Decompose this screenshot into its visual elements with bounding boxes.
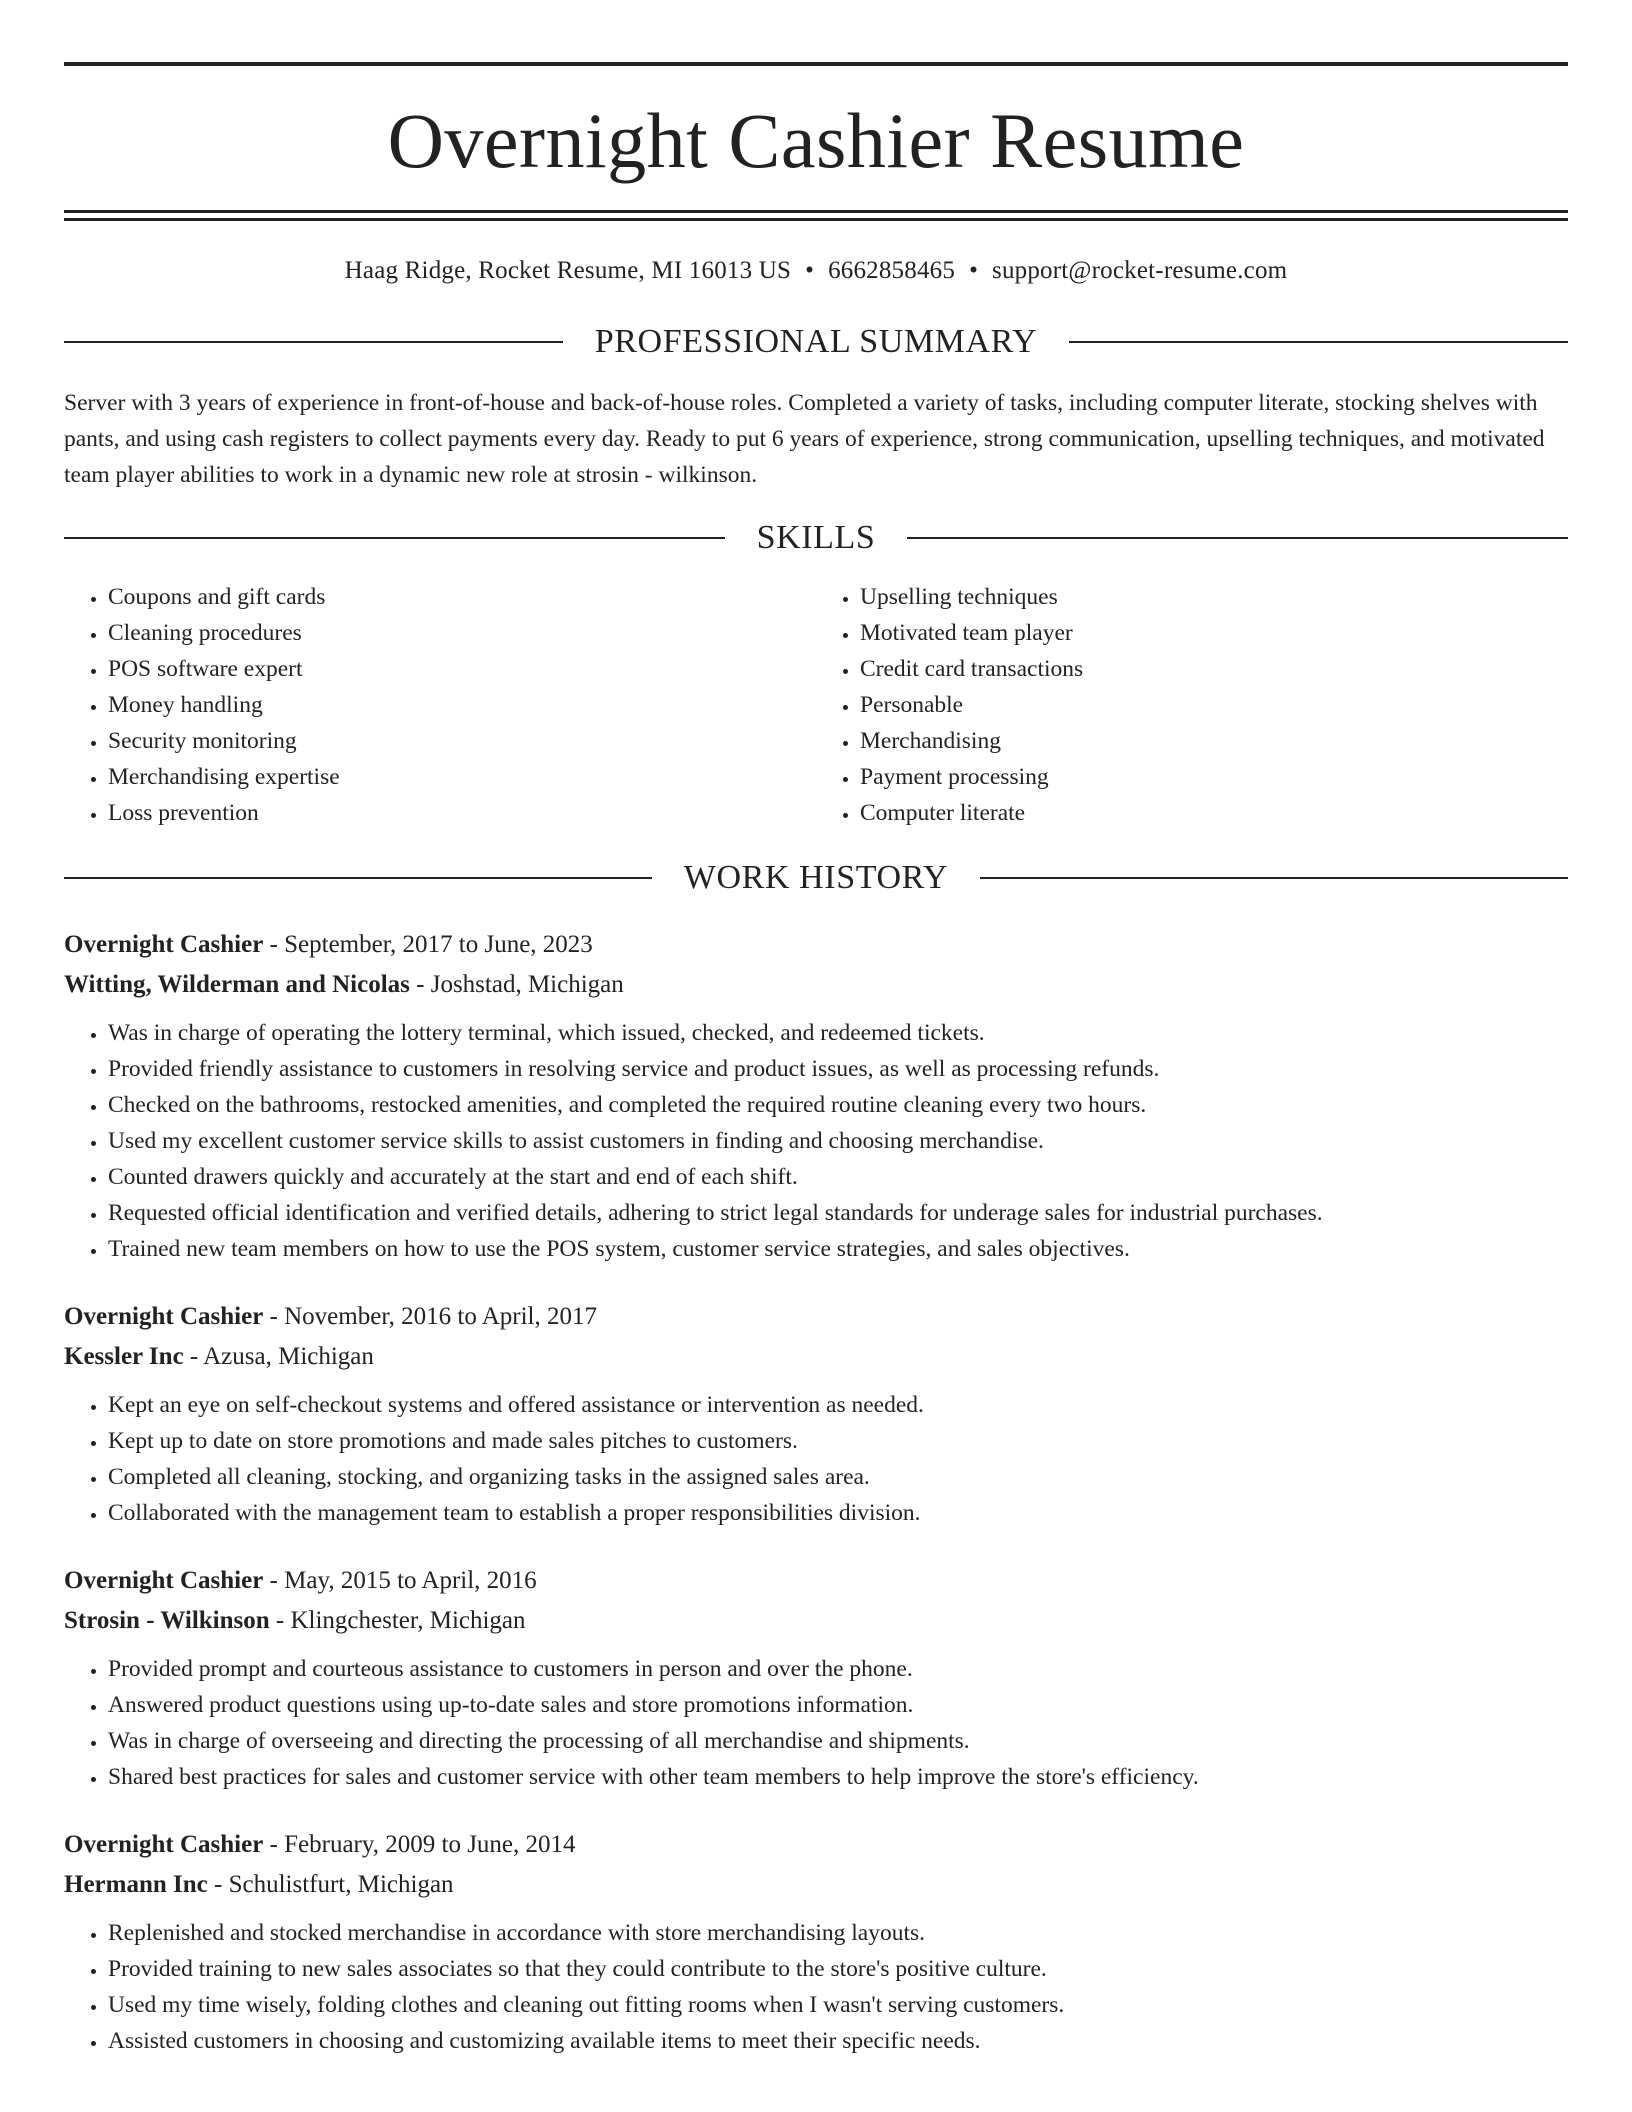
skill-item: • Credit card transactions [860,651,1568,687]
job-bullets [64,1015,1568,1267]
job-bullets [64,1915,1568,2059]
skill-item: • Personable [860,687,1568,723]
skill-item: • Security monitoring [108,723,816,759]
job-bullet: • Provided training to new sales associates so that they could contribute to the store's positive culture. [108,1951,1568,1987]
separator: • [969,257,979,284]
work-heading [64,861,1568,895]
job-bullet: • Shared best practices for sales and customer service with other team members to help improve the store's efficiency. [108,1759,1568,1795]
job-location: - Joshstad, Michigan [409,971,624,998]
job-bullet: • Answered product questions using up-to-date sales and store promotions information. [108,1687,1568,1723]
skill-item: • Upselling techniques [860,579,1568,615]
address: Haag Ridge, Rocket Resume, MI 16013 US [344,257,792,284]
separator: • [805,257,815,284]
skill-item: • Merchandising [860,723,1568,759]
job-bullet: • Used my excellent customer service skills to assist customers in finding and choosing merchandise. [108,1123,1568,1159]
skill-item: • Computer literate [860,795,1568,831]
job-bullet: • Provided prompt and courteous assistance to customers in person and over the phone. [108,1651,1568,1687]
job-company-line [64,1865,1568,1905]
skill-item: • POS software expert [108,651,816,687]
job-bullet: • Provided friendly assistance to customers in resolving service and product issues, as well as processing refunds. [108,1051,1568,1087]
job-bullet: • Used my time wisely, folding clothes and cleaning out fitting rooms when I wasn't serving customers. [108,1987,1568,2023]
job-bullet: • Assisted customers in choosing and customizing available items to meet their specific needs. [108,2023,1568,2059]
company-name: Kessler Inc [64,1343,184,1370]
job-title-line [64,1825,1568,1865]
job-company-line [64,1337,1568,1377]
email-link[interactable]: support@rocket-resume.com [992,257,1288,284]
skills-heading [64,521,1568,555]
divider [64,341,563,343]
double-rule [64,210,1568,221]
job-dates: - November, 2016 to April, 2017 [263,1303,597,1330]
job-bullet: • Trained new team members on how to use the POS system, customer service strategies, and sales objectives. [108,1231,1568,1267]
job-bullet: • Replenished and stocked merchandise in accordance with store merchandising layouts. [108,1915,1568,1951]
divider [907,537,1568,539]
job-entry [64,1825,1568,2059]
skill-item: • Payment processing [860,759,1568,795]
skill-item: • Merchandising expertise [108,759,816,795]
divider [1069,341,1568,343]
job-title: Overnight Cashier [64,1567,264,1594]
job-location: - Azusa, Michigan [183,1343,374,1370]
phone: 6662858465 [828,257,956,284]
company-name: Hermann Inc [64,1871,208,1898]
job-company-line [64,1601,1568,1641]
job-location: - Klingchester, Michigan [269,1607,526,1634]
divider [64,537,725,539]
job-title: Overnight Cashier [64,1303,264,1330]
divider [980,877,1568,879]
job-location: - Schulistfurt, Michigan [207,1871,454,1898]
job-title: Overnight Cashier [64,1831,264,1858]
skill-item: • Cleaning procedures [108,615,816,651]
skills-list [64,579,1568,831]
job-title-line [64,1561,1568,1601]
company-name: Strosin - Wilkinson [64,1607,270,1634]
section-title: WORK HISTORY [683,859,949,896]
job-bullet: • Counted drawers quickly and accurately at the start and end of each shift. [108,1159,1568,1195]
skill-item: • Loss prevention [108,795,816,831]
job-title: Overnight Cashier [64,931,264,958]
job-entry [64,925,1568,1267]
skill-item: • Money handling [108,687,816,723]
summary-heading [64,325,1568,359]
job-bullets [64,1387,1568,1531]
skill-item: • Motivated team player [860,615,1568,651]
job-bullet: • Kept up to date on store promotions and made sales pitches to customers. [108,1423,1568,1459]
job-company-line [64,965,1568,1005]
divider [64,877,652,879]
job-entry [64,1561,1568,1795]
summary-text: Server with 3 years of experience in front-of-house and back-of-house roles. Completed a variety of tasks, including computer literate, stocking shelves with pants, and using cash registers to collect payments every day. Ready to put 6 years of experience, strong communication, upselling techniques, and motivated team player abilities to work in a dynamic new role at strosin - wilkinson. [64,390,1545,488]
job-bullets [64,1651,1568,1795]
skills-column-right [816,579,1568,831]
job-bullet: • Completed all cleaning, stocking, and organizing tasks in the assigned sales area. [108,1459,1568,1495]
job-entry [64,1297,1568,1531]
job-dates: - September, 2017 to June, 2023 [263,931,593,958]
skills-column-left [64,579,816,831]
section-title: SKILLS [756,519,876,556]
job-bullet: • Requested official identification and verified details, adhering to strict legal standards for underage sales for industrial purchases. [108,1195,1568,1231]
job-bullet: • Kept an eye on self-checkout systems and offered assistance or intervention as needed. [108,1387,1568,1423]
contact-line [64,257,1568,285]
job-bullet: • Collaborated with the management team to establish a proper responsibilities division. [108,1495,1568,1531]
skill-item: • Coupons and gift cards [108,579,816,615]
company-name: Witting, Wilderman and Nicolas [64,971,410,998]
job-title-line [64,1297,1568,1337]
job-title-line [64,925,1568,965]
section-title: PROFESSIONAL SUMMARY [594,323,1038,360]
job-bullet: • Was in charge of operating the lottery terminal, which issued, checked, and redeemed tickets. [108,1015,1568,1051]
job-dates: - May, 2015 to April, 2016 [263,1567,537,1594]
page-title: Overnight Cashier Resume [387,97,1245,184]
job-bullet: • Checked on the bathrooms, restocked amenities, and completed the required routine cleaning every two hours. [108,1087,1568,1123]
job-dates: - February, 2009 to June, 2014 [263,1831,576,1858]
job-bullet: • Was in charge of overseeing and directing the processing of all merchandise and shipments. [108,1723,1568,1759]
